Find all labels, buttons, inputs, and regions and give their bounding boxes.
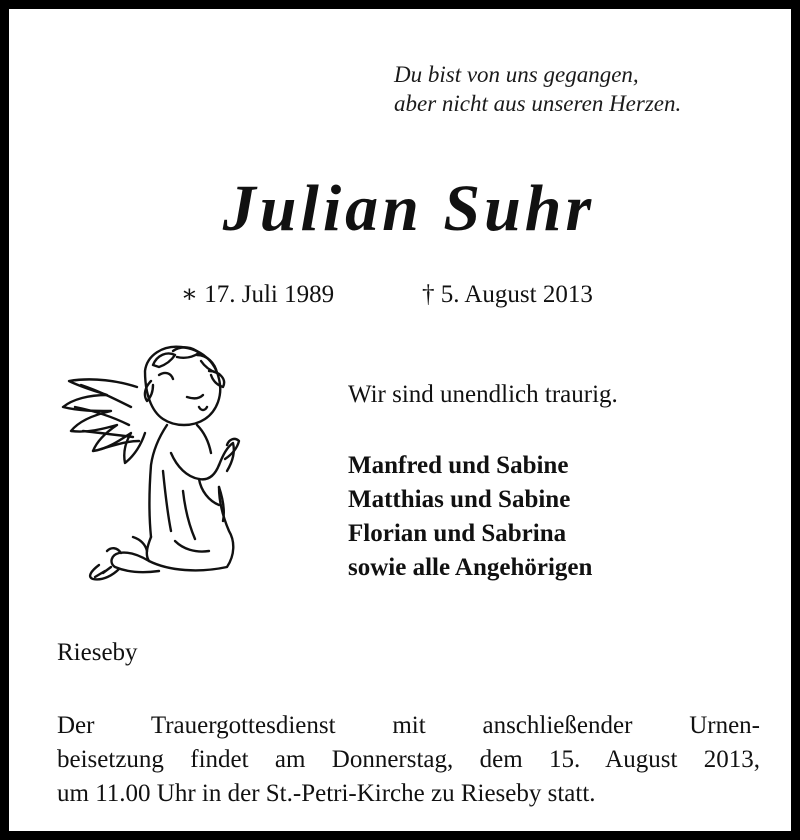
service-notice [57, 709, 760, 811]
motto-line: aber nicht aus unseren Herzen. [394, 91, 682, 116]
deceased-name: Julian Suhr [222, 172, 596, 245]
mourner-line: Florian und Sabrina [348, 520, 567, 547]
service-notice-line: beisetzung findet am Donnerstag, dem 15. August 2013, [57, 746, 760, 773]
birth-date: ∗ 17. Juli 1989 [181, 281, 335, 308]
mourner-line: Manfred und Sabine [348, 452, 569, 479]
motto-line: Du bist von uns gegangen, [394, 62, 639, 87]
mourner-line: sowie alle Angehörigen [348, 554, 593, 581]
mourner-line: Matthias und Sabine [348, 486, 571, 513]
mourning-statement: Wir sind unendlich traurig. [348, 381, 618, 408]
service-notice-line: Der Trauergottesdienst mit anschließender Urnen- [57, 712, 760, 739]
mourners-list [348, 449, 592, 585]
death-date: † 5. August 2013 [422, 281, 593, 308]
service-notice-line: um 11.00 Uhr in der St.-Petri-Kirche zu Rieseby statt. [57, 780, 596, 807]
motto-quote [394, 60, 681, 118]
praying-angel-icon [59, 341, 249, 591]
place-name: Rieseby [57, 639, 138, 666]
